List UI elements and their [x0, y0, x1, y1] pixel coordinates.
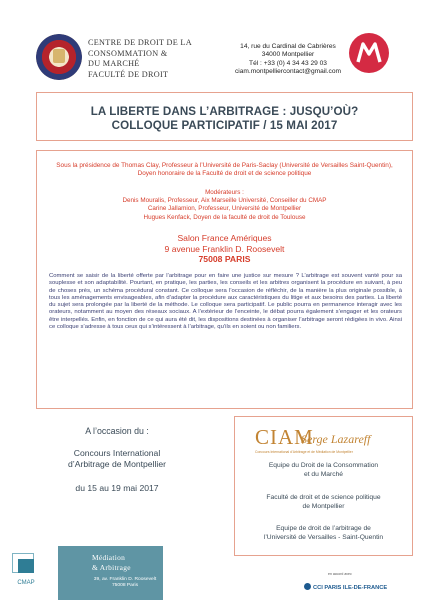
occasion-event-line: d’Arbitrage de Montpellier [68, 459, 166, 469]
moderators [37, 189, 412, 222]
mediation-title [92, 553, 131, 573]
mediation-address-line: 75008 Paris [111, 583, 139, 589]
center-name-line: DU MARCHÉ [88, 59, 140, 68]
address-street: 14, rue du Cardinal de Cabrières [240, 43, 336, 50]
organizers-box [234, 416, 413, 556]
organizer-line: et du Marché [303, 470, 344, 478]
cci-partner-logo [304, 583, 387, 591]
occasion-dates: du 15 au 19 mai 2017 [75, 483, 159, 493]
ciam-signature: Serge Lazareff [301, 432, 371, 446]
mediation-title-line: & Arbitrage [92, 563, 131, 572]
occasion-event [36, 448, 198, 470]
program-box [36, 150, 413, 409]
university-logo [349, 33, 389, 73]
organizer-line: Faculté de droit et de science politique [266, 494, 381, 501]
ciam-logo: CIAM [255, 425, 314, 449]
occasion-block [36, 416, 198, 540]
center-name [88, 38, 198, 80]
venue [37, 233, 412, 265]
venue-name: Salon France Amériques [177, 233, 272, 243]
organizer-team [235, 494, 412, 511]
address-city: 34000 Montpellier [261, 51, 315, 59]
venue-city: 75008 PARIS [198, 254, 251, 265]
event-subtitle: COLLOQUE PARTICIPATIF / 15 MAI 2017 [111, 119, 338, 132]
organizer-line: Equipe de droit de l’arbitrage de [276, 525, 371, 532]
mediation-address [86, 577, 164, 590]
venue-street: 9 avenue Franklin D. Roosevelt [164, 243, 285, 254]
mediation-band [58, 546, 163, 600]
mediation-title-line: Médiation [92, 553, 126, 562]
cmap-logo [8, 549, 38, 579]
center-name-line: FACULTÉ DE DROIT [88, 69, 169, 79]
description-paragraph: Comment se saisir de la liberté offerte par l’arbitrage pour en faire une justice sur mesure ? L’arbitrage est souvent vanté pour sa souplesse et son adaptabilité. Pourtant, en pratique, les parties, les conseils et les arbitres organisent la procédure en suivant, à peu de choses près, un schéma procédural constant. Ce colloque sera l’occasion de réfléchir, de la manière la plus originale possible, à tous les aménagements envisageables, afin d’adapter la procédure aux caractéristiques du litige et aux besoins des parties. La liberté du sujet sera prolongée par la liberté de la méthode. Le colloque sera participatif. Le public pourra en permanence interagir avec les orateurs, notamment au moyen des réseaux sociaux. A l’extérieur de l’enceinte, le débat pourra également s’engager et les orateurs être interpellés. Enfin, en fonction de ce qui aura été dit, les dispositions destinées à organiser l’arbitrage seront rédigées in vivo. Ainsi ce colloque s’adresse à tous ceux qui s’intéressent à l’arbitrage, qu’ils en soient ou non familiers. [49, 273, 402, 331]
organizer-team [235, 525, 412, 542]
presidency-text: Sous la présidence de Thomas Clay, Professeur à l’Université de Paris-Saclay (Université de Versailles Saint-Quentin), Doyen honoraire de la Faculté de droit et de science politique [56, 162, 393, 178]
address-email[interactable]: ciam.montpelliercontact@gmail.com [234, 68, 341, 76]
cmap-label: CMAP [17, 580, 35, 586]
contact-address [222, 43, 354, 77]
cci-label: CCI PARIS ILE-DE-FRANCE [313, 585, 388, 591]
event-title-box [36, 92, 413, 141]
organizer-line: de Montpellier [302, 502, 345, 510]
ciam-subtitle: Concours International d’Arbitrage et de Médiation de Montpellier [255, 450, 353, 454]
moderator-name: Denis Mouralis, Professeur, Aix Marseille Université, Conseiller du CMAP [122, 197, 327, 205]
moderators-heading: Modérateurs : [205, 189, 244, 196]
organizer-line: Equipe du Droit de la Consommation [268, 462, 379, 469]
event-title: LA LIBERTE DANS L’ARBITRAGE : JUSQU’OÙ? [90, 105, 359, 118]
address-phone: Tél : +33 (0) 4 34 43 29 03 [249, 59, 327, 67]
cci-dot-icon [304, 583, 311, 590]
letterhead [0, 0, 425, 92]
center-name-line: CENTRE DE DROIT DE LA [88, 38, 192, 47]
cmap-fill-icon [18, 559, 34, 573]
partner-intro: en accord avec [328, 572, 352, 576]
moderator-name: Hugues Kenfack, Doyen de la faculté de droit de Toulouse [143, 213, 306, 221]
organizer-line: l’Université de Versailles - Saint-Quentin [263, 533, 384, 541]
organizer-team [235, 462, 412, 479]
occasion-event-line: Concours International [73, 448, 161, 458]
mediation-address-line: 39, av. Franklin D. Roosevelt [93, 577, 157, 582]
faculty-seal-logo [36, 34, 82, 80]
moderator-name: Carine Jallamion, Professeur, Université de Montpellier [147, 205, 302, 213]
center-name-line: CONSOMMATION & [88, 48, 168, 58]
occasion-intro: A l’occasion du : [85, 426, 149, 436]
university-m-icon [355, 40, 383, 66]
